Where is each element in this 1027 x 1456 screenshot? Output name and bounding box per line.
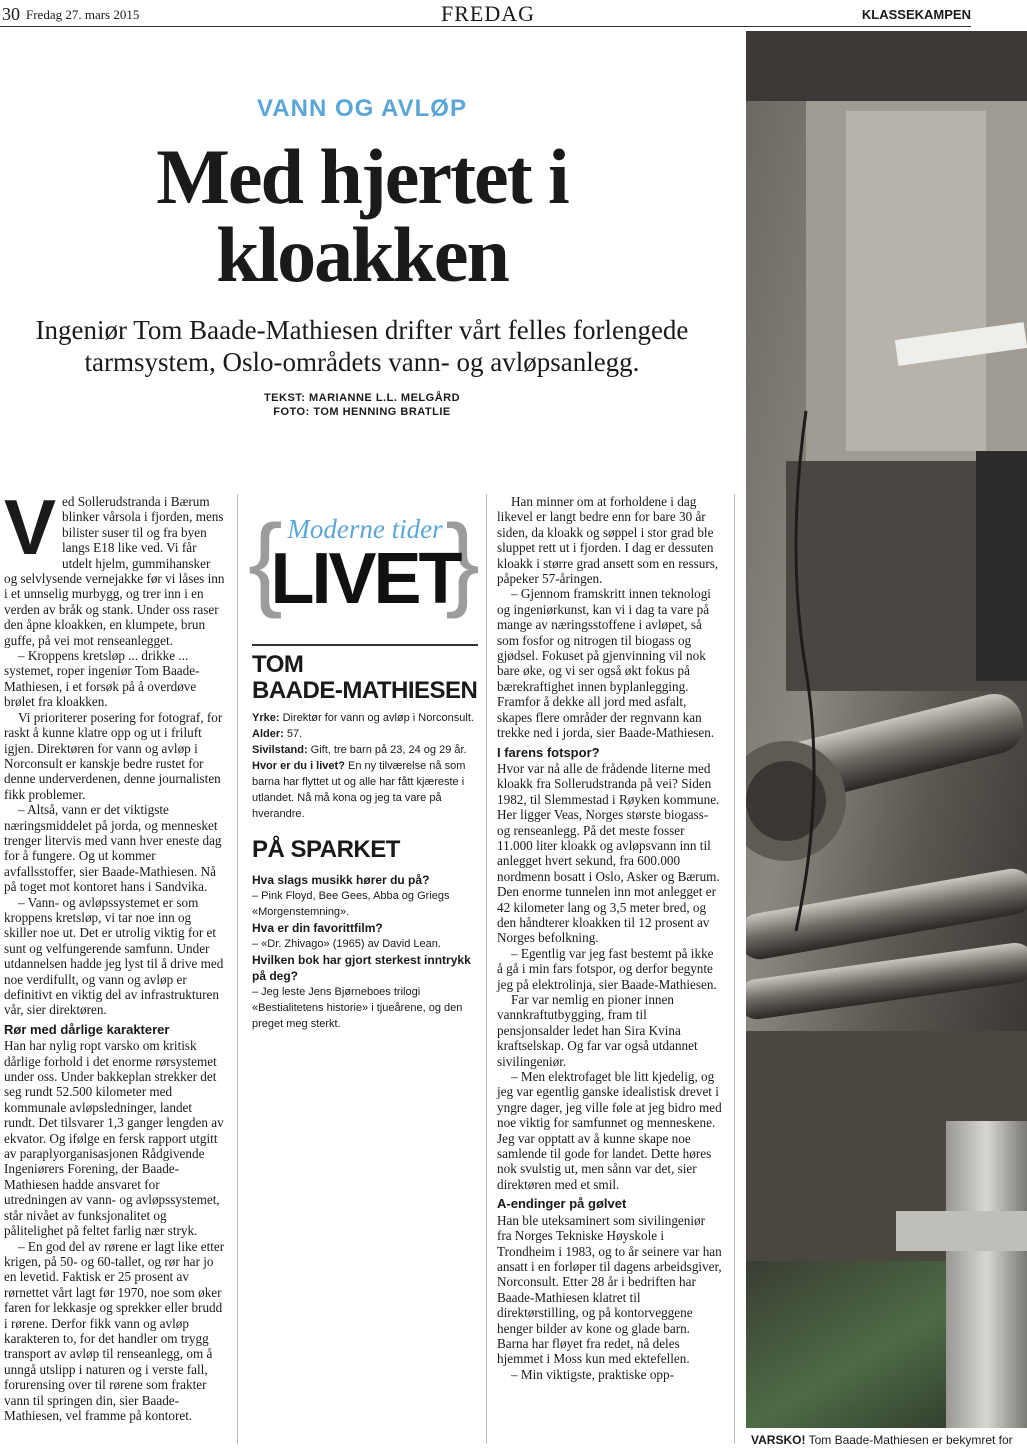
headline-line-2: kloakken	[216, 211, 508, 298]
caption-label: VARSKO!	[751, 1433, 806, 1447]
fact-label: Sivilstand:	[252, 744, 308, 756]
brace-left: {	[248, 504, 283, 620]
caption-text: Tom Baade-Mathiesen er bekymret for	[805, 1433, 1013, 1447]
paragraph: Hvor var nå alle de frådende literne med kloakk fra Sollerudstranda på vei? Siden 1982, til Slemmestad i Røyken kommune. Her ligger Veas, Norges største biogass- og renseanlegg. På det meste fosser 11.000 liter kloakk og avløpsvann inn til anlegget hvert sekund, fra 600.000 nordmenn bosatt i Oslo, Asker og Bærum. Den enorme tunnelen inn mot anlegget er 42 kilometer lang og 3,5 meter bred, og den håndterer kloakken til 12 prosent av Norges befolkning.	[497, 760, 720, 946]
page-number: 30	[2, 4, 20, 24]
subheading: I farens fotspor?	[497, 744, 600, 760]
paragraph: – Men elektrofaget ble litt kjedelig, og jeg var egentlig ganske idealistisk drevet i yngre dager, jeg ville føle at jeg bidro med noe viktig for samfunnet og menneskene. Jeg var opptatt av å kunne skape noe samlende til gode for landet. Dette høres nok svulstig ut, men sånn var det, sier direktøren med et smil.	[497, 1069, 722, 1192]
answer: – Jeg leste Jens Bjørneboes trilogi «Bestialitetens historie» i tjueårene, og den preget meg sterkt.	[252, 986, 463, 1030]
paragraph: – Min viktigste, praktiske opp-	[511, 1366, 674, 1382]
newspaper-name: KLASSEKAMPEN	[861, 7, 971, 22]
fact-value: Direktør for vann og avløp i Norconsult.	[279, 712, 474, 724]
issue-date: Fredag 27. mars 2015	[26, 7, 140, 22]
series-tagline: Moderne tider	[287, 514, 443, 544]
ingress-line-1: Ingeniør Tom Baade-Mathiesen drifter vårt felles forlengede	[35, 315, 689, 345]
article-column-1	[4, 483, 225, 1423]
fact-value: Gift, tre barn på 23, 24 og 29 år.	[307, 744, 467, 756]
fact-sivilstand	[252, 742, 478, 758]
ingress-line-2: tarmsystem, Oslo-områdets vann- og avløpsanlegg.	[84, 347, 640, 377]
photo-caption	[751, 1433, 1027, 1447]
paragraph: Han minner om at forholdene i dag likevel er langt bedre enn for bare 30 år siden, da kloakk og søppel i stor grad ble sluppet rett ut i fjorden. I dag er dessuten kloakk i større grad ansett som en ressurs, påpeker 57-åringen.	[497, 494, 719, 587]
answer: – Pink Floyd, Bee Gees, Abba og Griegs «Morgenstemning».	[252, 890, 450, 918]
paragraph: Han har nylig ropt varsko om kritisk dårlige forhold i det enorme rørsystemet under oss. Under bakkeplan strekker det seg rundt 52.500 kilometer med kommunale avløpsledninger, landet rundt. Det tilsvarer 1,3 ganger lengden av ekvator. Og ifølge en fersk rapport utgitt av paraplyorganisasjonen Rådgivende Ingeniørers Forening, der Baade-Mathiesen hadde ansvaret for utredningen av vann- og avløpssystemet, står nivået av funksjonalitet og pålitelighet på feltet farlig nær stryk.	[4, 1038, 224, 1239]
byline-photo: FOTO: TOM HENNING BRATLIE	[273, 406, 451, 418]
headline-line-1: Med hjertet i	[156, 133, 568, 220]
drop-cap: V	[4, 483, 57, 571]
livet-logo	[248, 500, 480, 630]
pa-sparket-title: PÅ SPARKET	[252, 836, 400, 863]
paragraph: – Altså, vann er det viktigste næringsmiddelet på jorda, og mennesket trenger litervis med vann hver eneste dag for å fungere. Og ut kommer avfallsstoffer, sier Baade-Mathiesen. Nå på toget mot kontoret hans i Sandvika.	[4, 802, 222, 895]
paragraph: – En god del av rørene er lagt like etter krigen, på 50- og 60-tallet, og rør har jo en levetid. Faktisk er 25 prosent av rørnettet vårt lagt før 1970, noe som øker faren for lekkasje og sprekker eller brudd i rørene. Derfor fikk vann og avløp karakteren to, for det handler om trygg transport av avløp til renseanlegg, om å unngå utslipp i naturen og i verste fall, forurensing over til rørene som frakter vann til springen din, sier Baade-Mathiesen, vel framme på kontoret.	[4, 1238, 225, 1423]
fact-yrke	[252, 710, 478, 726]
byline-text: TEKST: MARIANNE L.L. MELGÅRD	[263, 392, 461, 404]
header-rule	[0, 26, 971, 27]
article-photo	[746, 31, 1027, 1428]
article-headline	[0, 133, 724, 298]
paragraph: Han ble uteksaminert som sivilingeniør fra Norges Tekniske Høyskole i Trondheim i 1983, og to år seinere var han ansatt i en forløper til dagens arbeidsgiver, Norconsult. Etter 28 år i bedriften har Baade-Mathiesen klatret til direktørstilling, og på kontorveggene henger bilder av kone og glade barn. Barna har fløyet fra redet, nå deles hjemmet i Moss kun med ektefellen.	[497, 1212, 722, 1367]
series-logo-word: LIVET	[270, 539, 460, 619]
fact-box	[248, 500, 480, 1032]
subheading: A-endinger på gølvet	[497, 1196, 627, 1212]
column-divider	[734, 494, 735, 1444]
person-name-line-1: TOM	[252, 651, 304, 678]
column-divider	[486, 494, 487, 1444]
paragraph: – Vann- og avløpssystemet er som kroppens kretsløp, vi tar noe inn og skiller noe ut. Det er utrolig viktig for et sunt og velfungerende samfunn. Under utdannelsen hadde jeg lyst til å drive med noe verdifullt, og vann og avløp er definitivt en viktig del av infrastrukturen vår, sier direktøren.	[4, 894, 224, 1018]
subheading: Rør med dårlige karakterer	[4, 1021, 170, 1037]
fact-value: En ny tilværelse nå som barna har flyttet ut og alle har fått kjæreste i utlandet. Nå må kona og jeg ta vare på hverandre.	[252, 760, 466, 820]
question-list	[252, 872, 478, 1032]
paragraph: Far var nemlig en pioner innen vannkraftutbygging, fram til pensjonsalder ledet han Sira Kvina kraftselskap. Og far var også utdannet sivilingeniør.	[497, 992, 698, 1069]
fact-value: 57.	[283, 728, 303, 740]
paragraph: Vi prioriterer posering for fotograf, for raskt å kunne klatre opp og ut i friluft igjen. Direktøren for vann og avløp i Norconsult er kanskje bedre rustet for denne underverdenen, denne journalisten fikk problemer.	[4, 709, 223, 802]
byline	[0, 391, 724, 419]
fact-label: Alder:	[252, 728, 284, 740]
fact-hvor	[252, 758, 478, 822]
column-divider	[237, 494, 238, 1444]
fact-label: Yrke:	[252, 712, 280, 724]
person-name-line-2: BAADE-MATHIESEN	[252, 677, 478, 704]
question: Hva er din favorittfilm?	[252, 921, 383, 935]
answer: – «Dr. Zhivago» (1965) av David Lean.	[252, 938, 441, 950]
person-name	[252, 652, 478, 704]
photo-sewer-pipes	[746, 31, 1027, 1428]
paragraph: – Kroppens kretsløp ... drikke ... systemet, roper ingeniør Tom Baade-Mathiesen, i et forsøk på å overdøve brølet fra kloakken.	[4, 648, 200, 710]
article-ingress	[0, 314, 724, 378]
paragraph: – Gjennom framskritt innen teknologi og ingeniørkunst, kan vi i dag ta vare på mange av næringsstoffene i avløpet, så som fosfor og nitrogen til biogass og gjødsel. Fokuset på gjenvinning vil nok bare øke, og vi ser også økt fokus på bærekraftighet innen byplanlegging. Framfor å dekke all jord med asfalt, skapes flere områder der regnvann kan trekke ned i jorda, sier Baade-Mathiesen.	[497, 586, 715, 741]
section-name: FREDAG	[441, 1, 536, 26]
brace-right: }	[445, 504, 480, 620]
question: Hva slags musikk hører du på?	[252, 873, 430, 887]
paragraph: – Egentlig var jeg fast bestemt på ikke å gå i min fars fotspor, og derfor begynte jeg på elektrolinja, sier Baade-Mathiesen.	[497, 945, 717, 992]
fact-label: Hvor er du i livet?	[252, 760, 345, 772]
article-column-3	[497, 494, 722, 1382]
fact-alder	[252, 726, 478, 742]
paragraph: ed Sollerudstranda i Bærum blinker vårsola i fjorden, mens bilister suser til og fra byen langs E18 like ved. Vi får utdelt hjelm, gummihansker og selvlysende vernejakke før vi låses inn i et unnselig murbygg, og trer inn i en verden av bråk og stank. Under oss raser den åpne kloakken, en klumpete, brun guffe, på vei mot renseanlegget.	[4, 494, 225, 648]
person-facts	[252, 710, 478, 822]
fact-box-rule	[252, 644, 478, 646]
article-kicker: VANN OG AVLØP	[257, 95, 467, 122]
question: Hvilken bok har gjort sterkest inntrykk på deg?	[252, 953, 471, 983]
